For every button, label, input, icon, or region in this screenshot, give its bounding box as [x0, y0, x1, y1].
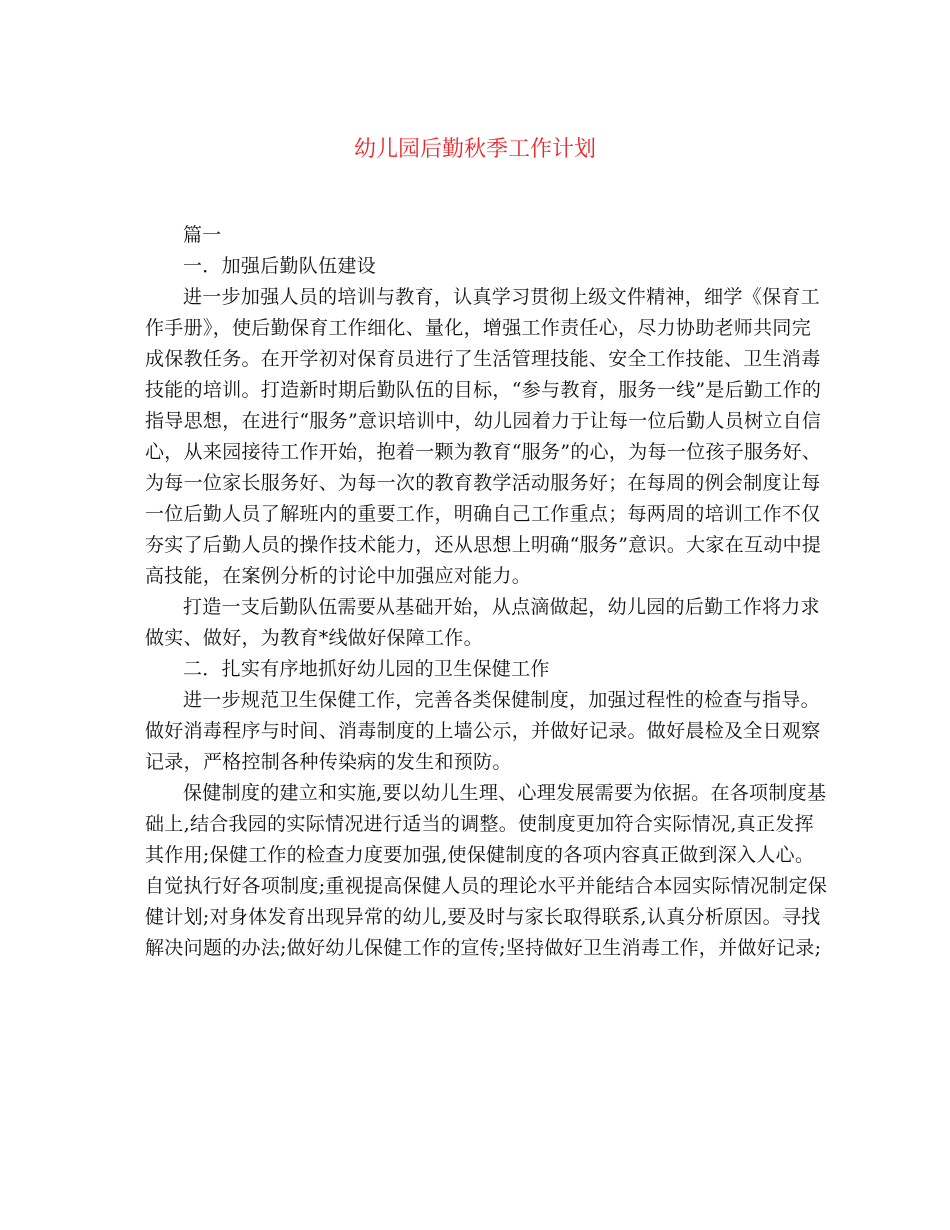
paragraph-line: 健计划;对身体发育出现异常的幼儿,要及时与家长取得联系,认真分析原因。寻找 — [145, 906, 821, 928]
section-heading: 二．扎实有序地抓好幼儿园的卫生保健工作 — [183, 658, 550, 680]
paragraph-line: 记录，严格控制各种传染病的发生和预防。 — [145, 751, 512, 773]
document-title: 幼儿园后勤秋季工作计划 — [353, 137, 596, 162]
paragraph-line: 进一步规范卫生保健工作，完善各类保健制度，加强过程性的检查与指导。 — [183, 689, 820, 711]
paragraph-line: 夯实了后勤人员的操作技术能力，还从思想上明确“服务”意识。大家在互动中提 — [145, 534, 822, 556]
paragraph-line: 高技能，在案例分析的讨论中加强应对能力。 — [145, 565, 532, 587]
paragraph-line: 一位后勤人员了解班内的重要工作，明确自己工作重点；每两周的培训工作不仅 — [145, 503, 821, 525]
section-heading: 篇一 — [183, 224, 222, 246]
paragraph-line: 保健制度的建立和实施,要以幼儿生理、心理发展需要为依据。在各项制度基 — [183, 782, 827, 804]
paragraph-line: 打造一支后勤队伍需要从基础开始，从点滴做起，幼儿园的后勤工作将力求 — [183, 596, 820, 618]
paragraph-line: 进一步加强人员的培训与教育，认真学习贯彻上级文件精神，细学《保育工 — [183, 286, 820, 308]
paragraph-line: 成保教任务。在开学初对保育员进行了生活管理技能、安全工作技能、卫生消毒 — [145, 348, 821, 370]
paragraph-line: 做好消毒程序与时间、消毒制度的上墙公示，并做好记录。做好晨检及全日观察 — [145, 720, 821, 742]
paragraph-line: 技能的培训。打造新时期后勤队伍的目标，“参与教育，服务一线”是后勤工作的 — [145, 379, 822, 401]
paragraph-line: 解决问题的办法;做好幼儿保健工作的宣传;坚持做好卫生消毒工作，并做好记录; — [145, 937, 822, 959]
paragraph-line: 作手册》，使后勤保育工作细化、量化，增强工作责任心，尽力协助老师共同完 — [145, 317, 812, 339]
paragraph-line: 为每一位家长服务好、为每一次的教育教学活动服务好；在每周的例会制度让每 — [145, 472, 821, 494]
paragraph-line: 指导思想，在进行“服务”意识培训中，幼儿园着力于让每一位后勤人员树立自信 — [145, 410, 822, 432]
paragraph-line: 础上,结合我园的实际情况进行适当的调整。使制度更加符合实际情况,真正发挥 — [145, 813, 814, 835]
paragraph-line: 自觉执行好各项制度;重视提高保健人员的理论水平并能结合本园实际情况制定保 — [145, 875, 828, 897]
document-body — [145, 220, 828, 964]
section-heading: 一．加强后勤队伍建设 — [183, 255, 377, 277]
paragraph-line: 其作用;保健工作的检查力度要加强,使保健制度的各项内容真正做到深入人心。 — [145, 844, 815, 866]
paragraph-line: 做实、做好，为教育*线做好保障工作。 — [145, 627, 483, 649]
paragraph-line: 心，从来园接待工作开始，抱着一颗为教育“服务”的心，为每一位孩子服务好、 — [145, 441, 822, 463]
